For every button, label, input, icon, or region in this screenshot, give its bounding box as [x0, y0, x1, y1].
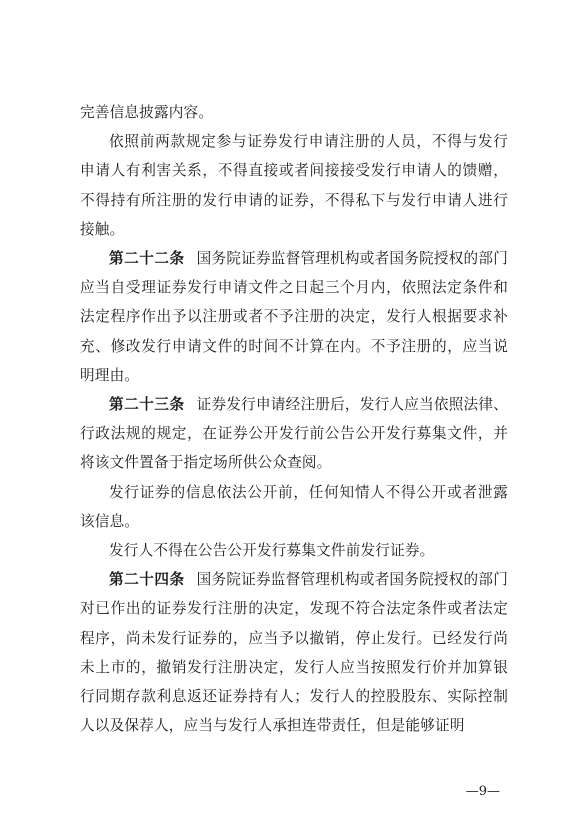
paragraph-article-23 — [80, 390, 508, 478]
page-number: —9— — [465, 784, 500, 799]
paragraph-text: 国务院证券监督管理机构或者国务院授权的部门应当自受理证券发行申请文件之日起三个月内，依照法定条件和法定程序作出予以注册或者不予注册的决定，发行人根据要求补充、修改发行申请文件的时间不计算在内。不予注册的，应当说明理由。 — [80, 250, 508, 384]
document-body — [80, 98, 508, 740]
paragraph-continuation — [80, 98, 508, 127]
paragraph-text: 发行证券的信息依法公开前，任何知情人不得公开或者泄露该信息。 — [80, 483, 508, 530]
paragraph-text: 依照前两款规定参与证券发行申请注册的人员，不得与发行申请人有利害关系，不得直接或者间接接受发行申请人的馈赠，不得持有所注册的发行申请的证券，不得私下与发行申请人进行接触。 — [80, 133, 508, 238]
paragraph-text: 国务院证券监督管理机构或者国务院授权的部门对已作出的证券发行注册的决定，发现不符合法定条件或者法定程序，尚未发行证券的，应当予以撤销，停止发行。已经发行尚未上市的，撤销发行注册决定，发行人应当按照发行价并加算银行同期存款利息返还证券持有人；发行人的控股股东、实际控制人以及保荐人，应当与发行人承担连带责任，但是能够证明 — [80, 571, 508, 735]
paragraph-text: 完善信息披露内容。 — [80, 104, 214, 121]
paragraph-text: 发行人不得在公告公开发行募集文件前发行证券。 — [109, 542, 435, 560]
paragraph-no-early-issue — [80, 536, 508, 565]
paragraph-article-22 — [80, 244, 508, 390]
paragraph-article-24 — [80, 565, 508, 740]
paragraph-text: 证券发行申请经注册后，发行人应当依照法律、行政法规的规定，在证券公开发行前公告公开发行募集文件，并将该文件置备于指定场所供公众查阅。 — [80, 396, 508, 472]
paragraph-info-disclosure — [80, 478, 508, 536]
article-heading: 第二十三条 — [109, 396, 185, 414]
paragraph-reviewer-restrictions — [80, 127, 508, 244]
article-heading: 第二十二条 — [109, 250, 185, 268]
article-heading: 第二十四条 — [109, 571, 185, 589]
